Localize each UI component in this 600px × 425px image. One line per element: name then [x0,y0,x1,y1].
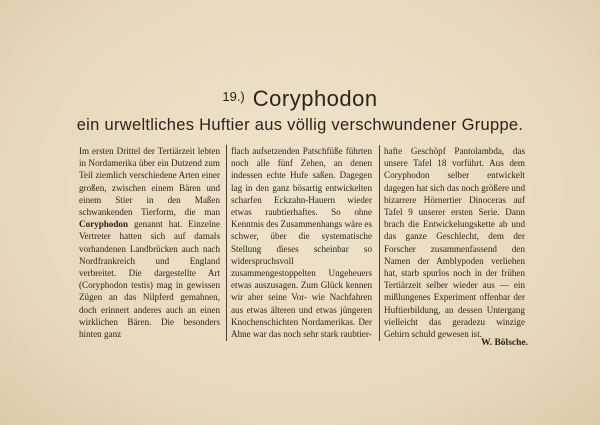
text-column-1: Im ersten Drittel der Tertiärzeit lebten in Nordamerika über ein Dutzend zum Teil ziemlich verschiedene Arten einer großen, zwischen einem Bären und einem Stier in den Maßen schwankenden Tierform, die man Coryphodon genannt hat. Einzelne Vertreter hatten sich auf damals vorhandenen Landbrücken auch nach Nordfrankreich und England verbreitet. Die dargestellte Art (Coryphodon testis) mag in gewissen Zügen an das Nilpferd gemahnen, doch erinnert anderes auch an einen wirklichen Bären. Die besonders hinten ganz [79,146,220,340]
page-title: Coryphodon [252,86,378,111]
column-divider [226,145,227,341]
text-column-2: flach aufsetzenden Patschfüße führten noch alle fünf Zehen, an denen indessen echte Hufe saßen. Dagegen lag in den ganz bösartig entwickelten scharfen Eckzahn-Hauern wieder etwas raubtierhaftes. So ohne Kenntnis des Zusammenhangs wäre es schwer, über die systematische Stellung dieses scheinbar so widerspruchsvoll zusammengestoppelten Ungeheuers etwas auszusagen. Zum Glück kennen wir aber seine Vor- wie Nachfahren aus etwas älteren und etwas jüngeren Knochenschichten Nordamerikas. Der Ahne war das noch sehr stark raubtier- [231,146,372,340]
text-columns [79,145,528,345]
page-subtitle: ein urweltliches Huftier aus völlig verschwundener Gruppe. [76,116,524,134]
plate-number: 19.) [222,89,245,104]
author-signature: W. Bölsche. [481,338,528,348]
column-divider [379,145,380,341]
heading [0,86,600,112]
text-column-3: hafte Geschöpf Pantolambda, das unsere Tafel 18 vorführt. Aus dem Coryphodon selber entwickelt dagegen hat sich das noch größere und bizarrere Hörnertier Dinoceras auf Tafel 9 unserer ersten Serie. Dann brach die Entwickelungskette ab und das ganze Geschlecht, dem der Forscher zusammenfassend den Namen der Amblypoden verliehen hat, starb spurlos noch in der frühen Tertiärzeit selber wieder aus — ein mißlungenes Experiment offenbar der Huftierbildung, an dessen Untergang vielleicht das geradezu winzige Gehirn schuld gewesen ist. [384,146,525,340]
